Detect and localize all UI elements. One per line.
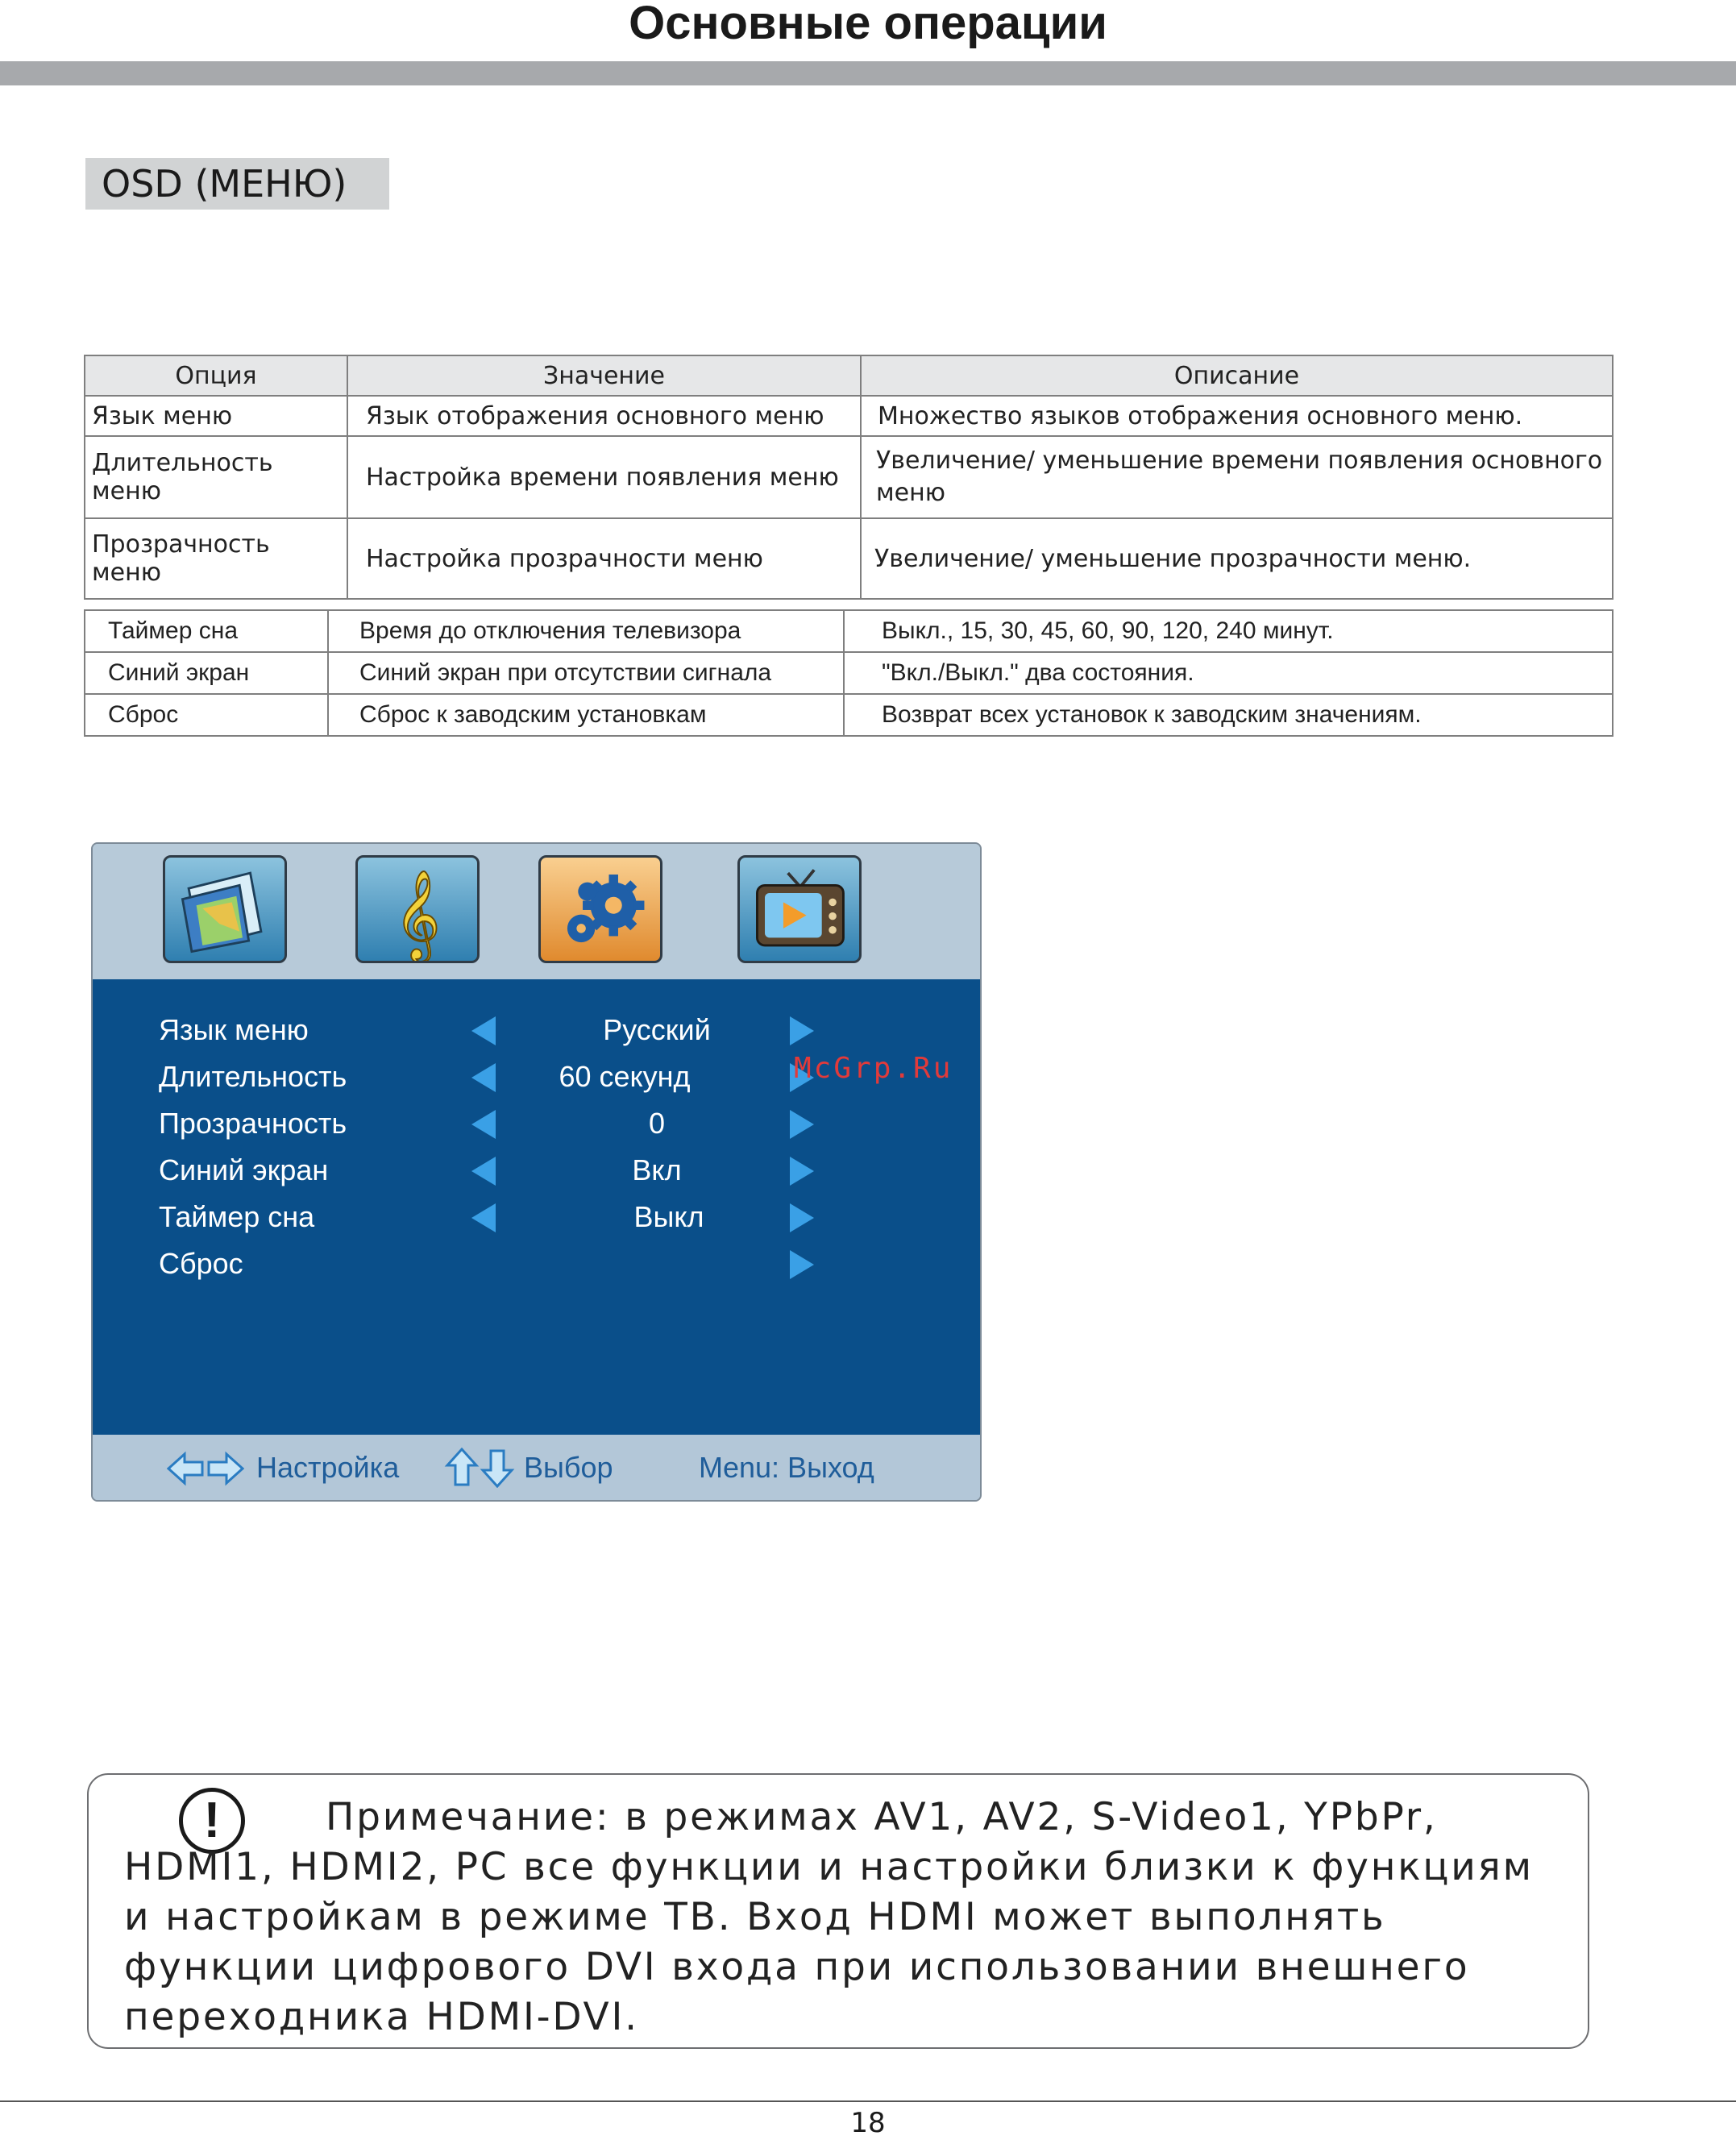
table-cell: Язык отображения основного меню: [347, 396, 861, 436]
osd-item-value: 0: [648, 1107, 666, 1140]
table-row: [85, 652, 1613, 694]
table-cell: Настройка времени появления меню: [347, 436, 861, 518]
tab-settings[interactable]: [538, 855, 662, 963]
left-right-arrows-icon: [167, 1451, 244, 1494]
title-divider: [0, 61, 1736, 85]
table-cell: Синий экран: [85, 652, 328, 694]
table-cell: Увеличение/ уменьшение прозрачности меню.: [861, 518, 1613, 599]
osd-item-sleep-timer[interactable]: [93, 1194, 980, 1240]
osd-item-label: Сброс: [159, 1247, 243, 1280]
table-row: [85, 694, 1613, 736]
osd-item-label: Синий экран: [159, 1153, 329, 1186]
page-number: 18: [850, 2107, 886, 2139]
table-cell: "Вкл./Выкл." два состояния.: [844, 652, 1613, 694]
arrow-left-icon[interactable]: [471, 1016, 496, 1045]
table-row: [85, 518, 1613, 599]
arrow-right-icon[interactable]: [790, 1016, 814, 1045]
column-header-value: Значение: [347, 355, 861, 396]
arrow-right-icon[interactable]: [790, 1157, 814, 1186]
osd-item-label: Прозрачность: [159, 1107, 347, 1140]
music-note-icon: [358, 858, 477, 961]
tab-tv[interactable]: [737, 855, 862, 963]
table-cell: Таймер сна: [85, 610, 328, 652]
table-cell: Возврат всех установок к заводским значениям.: [844, 694, 1613, 736]
osd-menu-screen: [91, 842, 982, 1502]
column-header-option: Опция: [85, 355, 347, 396]
table-cell: Сброс к заводским установкам: [328, 694, 844, 736]
options-table-continued: [84, 609, 1613, 737]
arrow-left-icon[interactable]: [471, 1203, 496, 1232]
osd-item-transparency[interactable]: [93, 1100, 980, 1147]
table-header-row: [85, 355, 1613, 396]
hint-menu-exit: Menu: Выход: [699, 1451, 874, 1484]
tab-sound[interactable]: [355, 855, 480, 963]
watermark: McGrp.Ru: [794, 1052, 953, 1085]
osd-item-value: 60 секунд: [559, 1060, 691, 1093]
table-cell: Язык меню: [85, 396, 347, 436]
osd-item-value: Выкл: [633, 1200, 704, 1233]
up-down-arrows-icon: [444, 1448, 518, 1495]
table-cell: Выкл., 15, 30, 45, 60, 90, 120, 240 минут.: [844, 610, 1613, 652]
arrow-left-icon[interactable]: [471, 1110, 496, 1139]
footer-divider: [0, 2100, 1736, 2102]
table-cell: Прозрачность меню: [85, 518, 347, 599]
osd-item-label: Язык меню: [159, 1013, 309, 1046]
osd-item-value: Вкл: [632, 1153, 682, 1186]
tab-picture[interactable]: [163, 855, 287, 963]
arrow-left-icon[interactable]: [471, 1157, 496, 1186]
osd-item-value: Русский: [603, 1013, 711, 1046]
svg-text:𝄞: 𝄞: [394, 869, 441, 960]
table-row: [85, 436, 1613, 518]
osd-item-reset[interactable]: [93, 1240, 980, 1287]
exclamation-icon: !: [179, 1788, 245, 1854]
osd-menu-list: [93, 979, 980, 1435]
osd-item-blue-screen[interactable]: [93, 1147, 980, 1194]
gears-icon: [541, 858, 660, 961]
page-title: Основные операции: [629, 0, 1107, 49]
hint-adjust: Настройка: [256, 1451, 400, 1484]
table-cell: Настройка прозрачности меню: [347, 518, 861, 599]
note-text: Примечание: в режимах AV1, AV2, S-Video1, YPbPr, HDMI1, HDMI2, PC все функции и настройки близки к функциям и настройкам в режиме ТВ. Вход HDMI может выполнять функции цифрового DVI входа при использовании внешнего переходника HDMI-DVI.: [124, 1795, 1534, 2039]
osd-item-label: Таймер сна: [159, 1200, 315, 1233]
table-cell: Увеличение/ уменьшение времени появления основного меню: [861, 436, 1613, 518]
osd-tab-bar: [93, 844, 980, 979]
osd-item-label: Длительность: [159, 1060, 347, 1093]
hint-select: Выбор: [524, 1451, 613, 1484]
note-box: [87, 1773, 1589, 2049]
table-row: [85, 610, 1613, 652]
options-table: [84, 355, 1613, 600]
table-cell: Синий экран при отсутствии сигнала: [328, 652, 844, 694]
arrow-right-icon[interactable]: [790, 1110, 814, 1139]
table-cell: Сброс: [85, 694, 328, 736]
picture-icon: [165, 858, 284, 961]
column-header-description: Описание: [861, 355, 1613, 396]
table-cell: Множество языков отображения основного меню.: [861, 396, 1613, 436]
table-cell: Длительность меню: [85, 436, 347, 518]
section-label: OSD (МЕНЮ): [85, 158, 389, 210]
arrow-right-icon[interactable]: [790, 1203, 814, 1232]
arrow-right-icon[interactable]: [790, 1250, 814, 1279]
table-row: [85, 396, 1613, 436]
osd-footer-hints: [93, 1435, 980, 1502]
table-cell: Время до отключения телевизора: [328, 610, 844, 652]
tv-icon: [740, 858, 859, 961]
osd-item-menu-language[interactable]: [93, 1007, 980, 1053]
